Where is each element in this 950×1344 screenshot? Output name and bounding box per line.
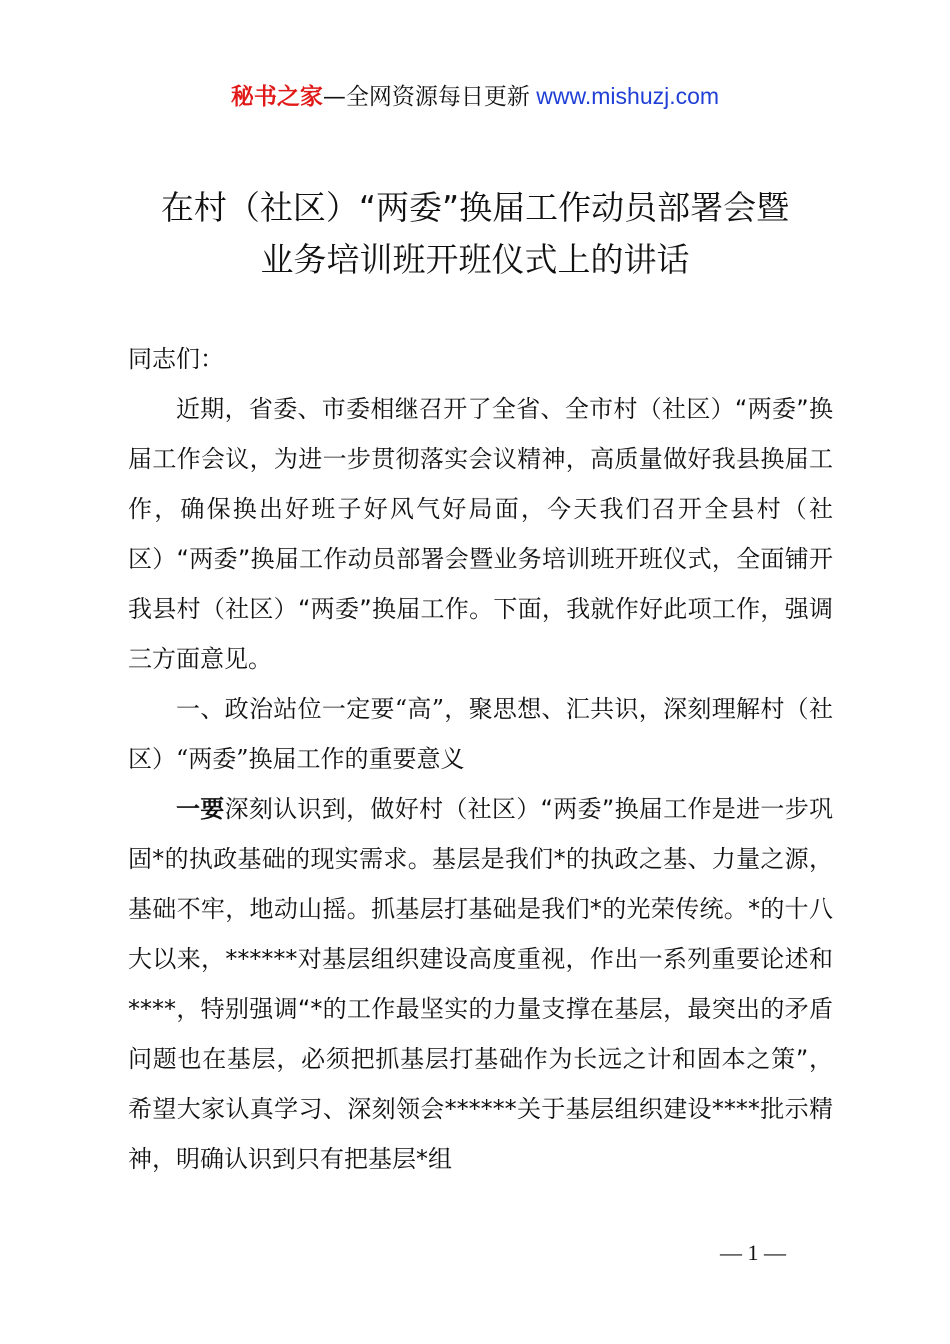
banner-slogan: —全网资源每日更新 [322, 84, 530, 110]
site-url-link[interactable]: www.mishuzj.com [529, 83, 720, 109]
document-title [100, 182, 850, 286]
title-line-1: 在村（社区）“两委”换届工作动员部署会暨 [160, 188, 790, 227]
intro-paragraph: 近期，省委、市委相继召开了全省、全市村（社区）“两委”换届工作会议，为进一步贯彻落实会议精神，高质量做好我县换届工作，确保换出好班子好风气好局面，今天我们召开全县村（社区）“两委”换届工作动员部署会暨业务培训班开班仪式，全面铺开我县村（社区）“两委”换届工作。下面，我就作好此项工作，强调三方面意见。 [128, 395, 833, 673]
section-heading-1: 一、政治站位一定要“高”，聚思想、汇共识，深刻理解村（社区）“两委”换届工作的重要意义 [128, 695, 833, 773]
brand-name: 秘书之家 [230, 84, 323, 110]
page-number: — 1 — [720, 1240, 786, 1265]
site-banner [0, 80, 950, 113]
document-body [128, 334, 833, 1184]
paragraph-body-text: 深刻认识到，做好村（社区）“两委”换届工作是进一步巩固*的执政基础的现实需求。基层是我们*的执政之基、力量之源，基础不牢，地动山摇。抓基层打基础是我们*的光荣传统。*的十八大以来，******对基层组织建设高度重视，作出一系列重要论述和****，特别强调“*的工作最坚实的力量支撑在基层，最突出的矛盾问题也在基层，必须把抓基层打基础作为长远之计和固本之策”，希望大家认真学习、深刻领会******关于基层组织建设****批示精神，明确认识到只有把基层*组 [128, 795, 833, 1173]
title-line-2: 业务培训班开班仪式上的讲话 [260, 240, 690, 279]
body-paragraph-1 [128, 784, 833, 1184]
paragraph-lead-term: 一要 [176, 795, 225, 823]
salutation: 同志们： [128, 345, 224, 373]
